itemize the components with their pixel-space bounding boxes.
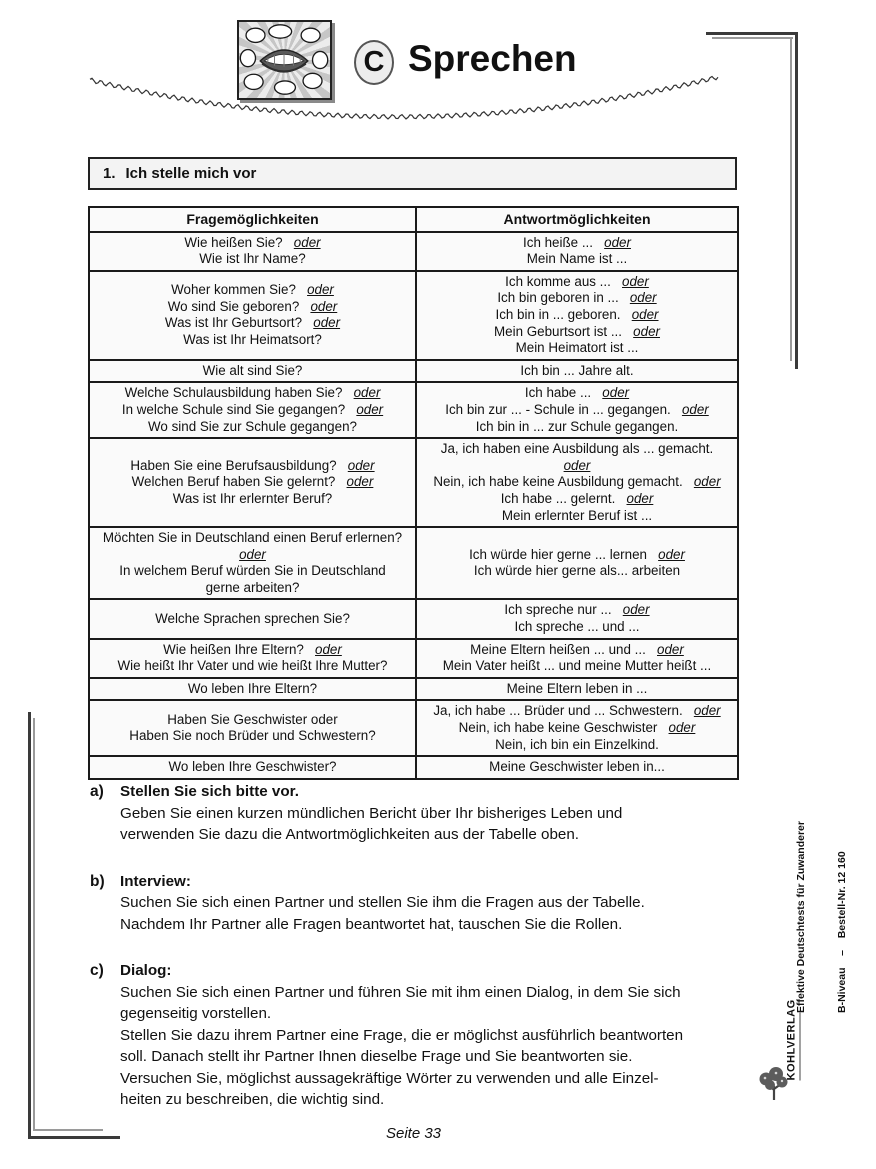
cell-line: Ich habe ... oder (524, 385, 630, 401)
cell-line: Wo sind Sie geboren? oder (167, 298, 338, 314)
table-row (89, 599, 738, 638)
question-cell (89, 438, 416, 527)
instruction-line: Suchen Sie sich einen Partner und stellen Sie ihm die Fragen aus der Tabelle. (120, 894, 645, 911)
cell-line: Mein Geburtsort ist ... oder (494, 323, 660, 339)
cell-line: Haben Sie noch Brüder und Schwestern? (129, 728, 376, 744)
wavy-divider (85, 70, 730, 140)
questions-column-header: Fragemöglichkeiten (89, 207, 416, 232)
instruction-line: Suchen Sie sich einen Partner und führen Sie mit ihm einen Dialog, in dem Sie sich (120, 983, 681, 1001)
cell-line: Meine Eltern heißen ... und ... oder (470, 641, 684, 657)
cell-line: Ich bin in ... geboren. oder (495, 306, 659, 322)
answer-cell (416, 678, 738, 701)
bottom-left-rule-vertical-inner (33, 718, 35, 1131)
cell-line: Was ist Ihr Heimatsort? (183, 331, 322, 347)
cell-line: Wo leben Ihre Geschwister? (168, 759, 337, 775)
cell-line: Ich bin zur ... - Schule in ... gegangen. oder (445, 401, 709, 417)
cell-line: Mein Name ist ... (526, 251, 628, 267)
question-cell (89, 382, 416, 438)
question-cell (89, 599, 416, 638)
answer-cell (416, 756, 738, 779)
exercise-number: 1. (103, 165, 116, 182)
cell-line: Mein erlernter Beruf ist ... (501, 507, 653, 523)
table-row (89, 678, 738, 701)
cell-line: Nein, ich habe keine Geschwister oder (458, 720, 696, 736)
answer-cell (416, 382, 738, 438)
instruction-line: Geben Sie einen kurzen mündlichen Bericht über Ihr bisheriges Leben und (120, 804, 623, 822)
instruction-line: Stellen Sie dazu ihrem Partner eine Frage, die er möglichst ausführlich beantworten (120, 1026, 684, 1044)
cell-line: In welchem Beruf würden Sie in Deutschland (119, 563, 386, 579)
exercise-heading-box (88, 157, 737, 190)
cell-line: Wie heißen Sie? oder (184, 234, 321, 250)
instruction-body (120, 871, 738, 936)
exercise-title: Ich stelle mich vor (125, 165, 257, 182)
cell-line: Ich habe ... gelernt. oder (500, 490, 654, 506)
question-cell (89, 271, 416, 360)
question-cell (89, 527, 416, 599)
publisher-name: KOHLVERLAG (786, 1013, 801, 1081)
cell-line: Welchen Beruf haben Sie gelernt? oder (131, 474, 374, 490)
cell-line: Möchten Sie in Deutschland einen Beruf erlernen? (102, 530, 403, 546)
question-cell (89, 700, 416, 756)
cell-line: Wie alt sind Sie? (202, 362, 303, 378)
instruction-section (90, 871, 738, 936)
table-header-row (89, 207, 738, 232)
table-row (89, 527, 738, 599)
sidebar-publisher-info (768, 817, 848, 1013)
cell-line: Ich bin ... Jahre alt. (520, 362, 634, 378)
cell-line: Was ist Ihr Geburtsort? oder (164, 315, 341, 331)
cell-line: Haben Sie eine Berufsausbildung? oder (130, 457, 375, 473)
cell-line: Ich bin in ... zur Schule gegangen. (475, 418, 679, 434)
instruction-title: Dialog: (120, 962, 172, 979)
cell-line: Woher kommen Sie? oder (171, 282, 334, 298)
cell-line: Ich bin geboren in ... oder (497, 290, 657, 306)
bottom-left-rule-vertical (28, 712, 31, 1139)
cell-line: Nein, ich bin ein Einzelkind. (495, 736, 659, 752)
question-cell (89, 756, 416, 779)
cell-line: oder (563, 457, 591, 473)
cell-line: Ja, ich haben eine Ausbildung als ... gemacht. (440, 441, 714, 457)
cell-line: Ich würde hier gerne als... arbeiten (473, 563, 681, 579)
answer-cell (416, 639, 738, 678)
instruction-title: Stellen Sie sich bitte vor. (120, 783, 299, 800)
cell-line: oder (239, 546, 266, 562)
instruction-line: Nachdem Ihr Partner alle Fragen beantwortet hat, tauschen Sie die Rollen. (120, 915, 623, 933)
table-row (89, 756, 738, 779)
cell-line: Wo leben Ihre Eltern? (187, 680, 318, 696)
cell-line: Ja, ich habe ... Brüder und ... Schwestern. oder (433, 703, 721, 719)
answer-cell (416, 599, 738, 638)
instruction-section (90, 960, 738, 1111)
answer-cell (416, 360, 738, 383)
question-cell (89, 678, 416, 701)
question-cell (89, 232, 416, 271)
answers-column-header: Antwortmöglichkeiten (416, 207, 738, 232)
cell-line: Ich spreche ... und ... (514, 619, 640, 635)
instruction-title: Interview: (120, 872, 191, 890)
cell-line: Wie ist Ihr Name? (199, 251, 306, 267)
cell-line: Wie heißen Ihre Eltern? oder (163, 641, 342, 657)
cell-line: Nein, ich habe keine Ausbildung gemacht. oder (433, 474, 721, 490)
table-row (89, 271, 738, 360)
table-row (89, 438, 738, 527)
answer-cell (416, 527, 738, 599)
qa-table-body (89, 232, 738, 779)
sidebar-series-title: Effektive Deutschtests für Zuwanderer (795, 821, 807, 1013)
table-row (89, 700, 738, 756)
cell-line: Mein Heimatort ist ... (515, 340, 639, 356)
cell-line: Ich spreche nur ... oder (504, 602, 650, 618)
answer-cell (416, 232, 738, 271)
cell-line: Wie heißt Ihr Vater und wie heißt Ihre Mutter? (117, 658, 388, 674)
top-right-rule-horizontal-inner (712, 37, 793, 39)
instruction-letter: c) (90, 962, 104, 979)
instruction-line: heiten zu beschreiben, die wichtig sind. (120, 1091, 385, 1108)
question-cell (89, 360, 416, 383)
top-right-rule-vertical (795, 32, 798, 369)
cell-line: Was ist Ihr erlernter Beruf? (172, 490, 333, 506)
tree-logo-icon (758, 1066, 790, 1102)
answer-cell (416, 700, 738, 756)
table-row (89, 360, 738, 383)
cell-line: Welche Schulausbildung haben Sie? oder (124, 385, 381, 401)
instruction-line: verwenden Sie dazu die Antwortmöglichkeiten aus der Tabelle oben. (120, 826, 580, 843)
table-row (89, 639, 738, 678)
instruction-section (90, 781, 738, 846)
instruction-line: soll. Danach stellt ihr Partner Ihnen dieselbe Frage und Sie beantworten sie. (120, 1048, 633, 1065)
cell-line: Ich komme aus ... oder (505, 273, 649, 289)
instruction-line: Versuchen Sie, möglichst aussagekräftige Wörter zu verwenden und alle Einzel- (120, 1069, 659, 1087)
answer-cell (416, 438, 738, 527)
tasks (90, 781, 738, 1136)
section-letter-badge: C (354, 40, 394, 85)
cell-line: Wo sind Sie zur Schule gegangen? (148, 418, 357, 434)
top-right-rule-vertical-inner (790, 37, 792, 361)
page-number: Seite 33 (385, 1125, 442, 1142)
page-title: Sprechen (408, 38, 577, 79)
table-row (89, 232, 738, 271)
top-right-rule-horizontal (706, 32, 798, 35)
cell-line: Mein Vater heißt ... und meine Mutter heißt ... (442, 658, 712, 674)
table-row (89, 382, 738, 438)
instruction-letter: b) (90, 872, 105, 890)
cell-line: Ich würde hier gerne ... lernen oder (469, 546, 685, 562)
cell-line: gerne arbeiten? (205, 579, 300, 595)
instruction-body (120, 960, 738, 1111)
cell-line: Welche Sprachen sprechen Sie? (155, 610, 350, 626)
question-cell (89, 639, 416, 678)
qa-table (88, 206, 739, 780)
instruction-body (120, 781, 738, 846)
cell-line: In welche Schule sind Sie gegangen? oder (121, 401, 384, 417)
instruction-line: gegenseitig vorstellen. (120, 1005, 272, 1022)
cell-line: Haben Sie Geschwister oder (167, 711, 338, 727)
cell-line: Ich heiße ... oder (523, 234, 631, 250)
cell-line: Meine Geschwister leben in... (489, 759, 665, 775)
answer-cell (416, 271, 738, 360)
sidebar-order-number: B-Niveau – Bestell-Nr. 12 160 (835, 851, 848, 1013)
cell-line: Meine Eltern leben in ... (506, 680, 648, 696)
instruction-letter: a) (90, 783, 104, 800)
